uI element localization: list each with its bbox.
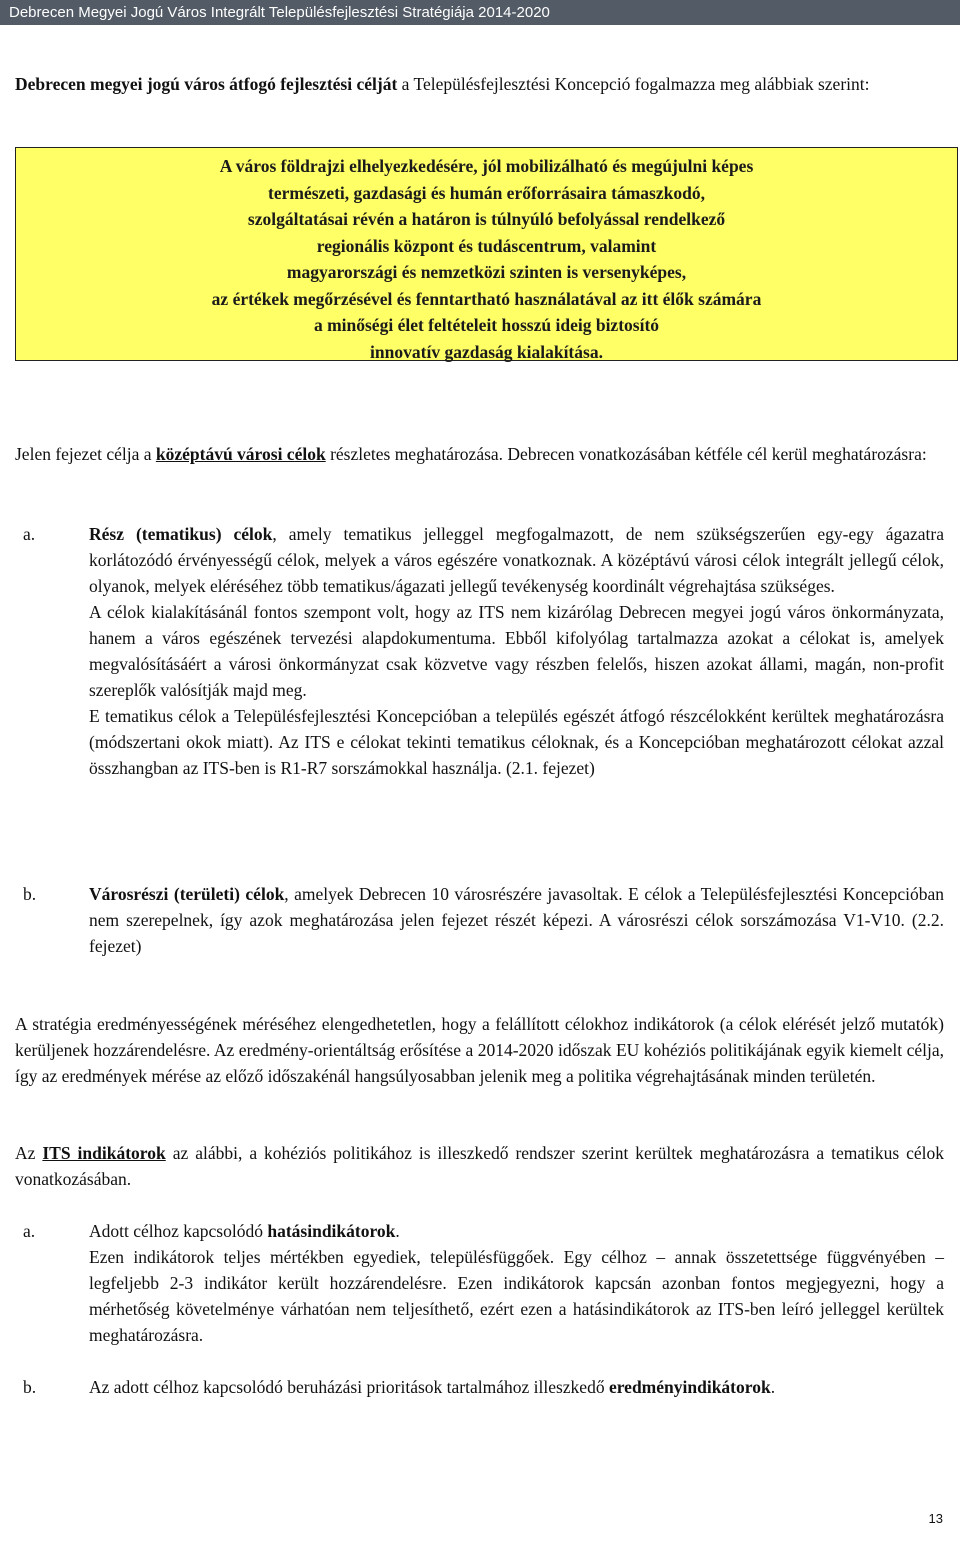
impact-indicators-title — [89, 1218, 944, 1244]
district-goals-desc: , amelyek Debrecen 10 városrészére javasoltak. E célok a Településfejlesztési Koncepcióban nem szerepelnek, így azok meghatározása jelen fejezet részét képezi. A városrészi célok sorszámozása V1-V10. (2.2. fejezet) — [89, 884, 944, 956]
result-indicators-text — [89, 1374, 944, 1400]
chapter-intro-pre: Jelen fejezet célja a — [15, 444, 156, 464]
vision-line: természeti, gazdasági és humán erőforrásaira támaszkodó, — [268, 182, 705, 203]
vision-line: magyarországi és nemzetközi szinten is versenyképes, — [286, 262, 687, 282]
thematic-goals-term: Rész (tematikus) célok — [89, 524, 273, 544]
intro-bold-lead: Debrecen megyei jogú város átfogó fejlesztési célját — [15, 74, 398, 94]
list-marker: a. — [23, 524, 36, 544]
vision-box — [15, 147, 958, 361]
page-number: 13 — [928, 1511, 943, 1526]
vision-line: innovatív gazdaság kialakítása. — [370, 341, 603, 362]
strategy-paragraph: A stratégia eredményességének méréséhez elengedhetetlen, hogy a felállított célokhoz indikátorok (a célok elérését jelző mutatók) kerüljenek hozzárendelésre. Az eredmény-orientáltság erősítése a 2014-2020 időszak EU kohéziós politikájának egyik kiemelt célja, így az eredmények mérése az előző időszakénál hangsúlyosabban jelenik meg a politika végrehajtásának minden területén. — [15, 1014, 944, 1086]
list-item-thematic-goals — [15, 521, 944, 781]
district-goals-term: Városrészi (területi) célok — [89, 884, 285, 904]
list-item-impact-indicators — [15, 1218, 944, 1348]
vision-line: a minőségi élet feltételeit hosszú ideig biztosító — [313, 315, 660, 335]
intro-rest: a Településfejlesztési Koncepció fogalmazza meg alábbiak szerint: — [397, 74, 870, 94]
impact-indicators-detail: Ezen indikátorok teljes mértékben egyediek, településfüggőek. Egy célhoz – annak összetettsége függvényében – legfeljebb 2-3 indikátor került hozzárendelésre. Ezen indikátorok kapcsán azonban fontos megjegyezni, hogy a mérhetőség követelménye várhatóan nem teljesíthető, ezért ezen a hatásindikátorok az ITS-ben leíró jelleggel kerültek meghatározásra. — [89, 1247, 944, 1345]
document-header: Debrecen Megyei Jogú Város Integrált Településfejlesztési Stratégiája 2014-2020 — [0, 0, 960, 25]
impact-indicators-term: hatásindikátorok — [267, 1221, 396, 1241]
vision-line: az értékek megőrzésével és fenntartható használatával az itt élők számára — [211, 288, 762, 309]
vision-line: regionális központ és tudáscentrum, valamint — [316, 235, 657, 256]
chapter-intro-paragraph — [15, 441, 944, 467]
list-item-result-indicators — [15, 1374, 944, 1400]
its-post: az alábbi, a kohéziós politikához is illeszkedő rendszer szerint kerültek meghatározásra a tematikus célok vonatkozásában. — [15, 1143, 945, 1189]
intro-paragraph — [15, 71, 944, 97]
its-indicators-term: ITS indikátorok — [42, 1143, 166, 1163]
chapter-intro-post: részletes meghatározása. Debrecen vonatkozásában kétféle cél kerül meghatározásra: — [325, 444, 927, 464]
impact-post: . — [395, 1221, 400, 1241]
list-marker: a. — [23, 1221, 36, 1241]
list-marker: b. — [23, 884, 37, 904]
thematic-goals-p3: E tematikus célok a Településfejlesztési Koncepcióban a település egészét átfogó részcélokként kerültek meghatározásra (módszertani okok miatt). Az ITS e célokat tekinti tematikus céloknak, és a Koncepcióban meghatározott célokat azzal összhangban az ITS-ben is R1-R7 sorszámokkal használja. (2.1. fejezet) — [89, 706, 944, 778]
thematic-goals-p1 — [89, 521, 944, 599]
list-marker: b. — [23, 1377, 37, 1397]
list-item-district-goals — [15, 881, 944, 959]
its-indicators-paragraph — [15, 1140, 944, 1192]
result-post: . — [770, 1377, 776, 1397]
impact-pre: Adott célhoz kapcsolódó — [89, 1221, 268, 1241]
mid-term-goals-term: középtávú városi célok — [155, 444, 326, 464]
vision-line: A város földrajzi elhelyezkedésére, jól mobilizálható és megújulni képes — [219, 156, 754, 176]
result-indicators-term: eredményindikátorok — [608, 1377, 771, 1397]
its-pre: Az — [15, 1143, 43, 1163]
district-goals-text — [89, 881, 944, 959]
thematic-goals-p2: A célok kialakításánál fontos szempont volt, hogy az ITS nem kizárólag Debrecen megyei jogú város önkormányzata, hanem a város egészének tervezési alapdokumentuma. Ebből kifolyólag tartalmazza azokat a célokat is, amelyek megvalósításáért a városi önkormányzat csak közvetve vagy részben felelős, hiszen azokat állami, magán, non-profit szereplők valósítják majd meg. — [89, 602, 944, 700]
thematic-goals-text: , amely tematikus jelleggel megfogalmazott, de nem szükségszerűen egy-egy ágazatra korlátozódó érvényességű célok, melyek a város egészére vonatkoznak. A középtávú városi célok integrált jellegű célok, olyanok, melyek eléréséhez több tematikus/ágazati jellegű tevékenység koordinált végrehajtása szükséges. — [89, 524, 945, 596]
result-pre: Az adott célhoz kapcsolódó beruházási prioritások tartalmához illeszkedő — [89, 1377, 609, 1397]
vision-line: szolgáltatásai révén a határon is túlnyúló befolyással rendelkező — [247, 209, 726, 229]
